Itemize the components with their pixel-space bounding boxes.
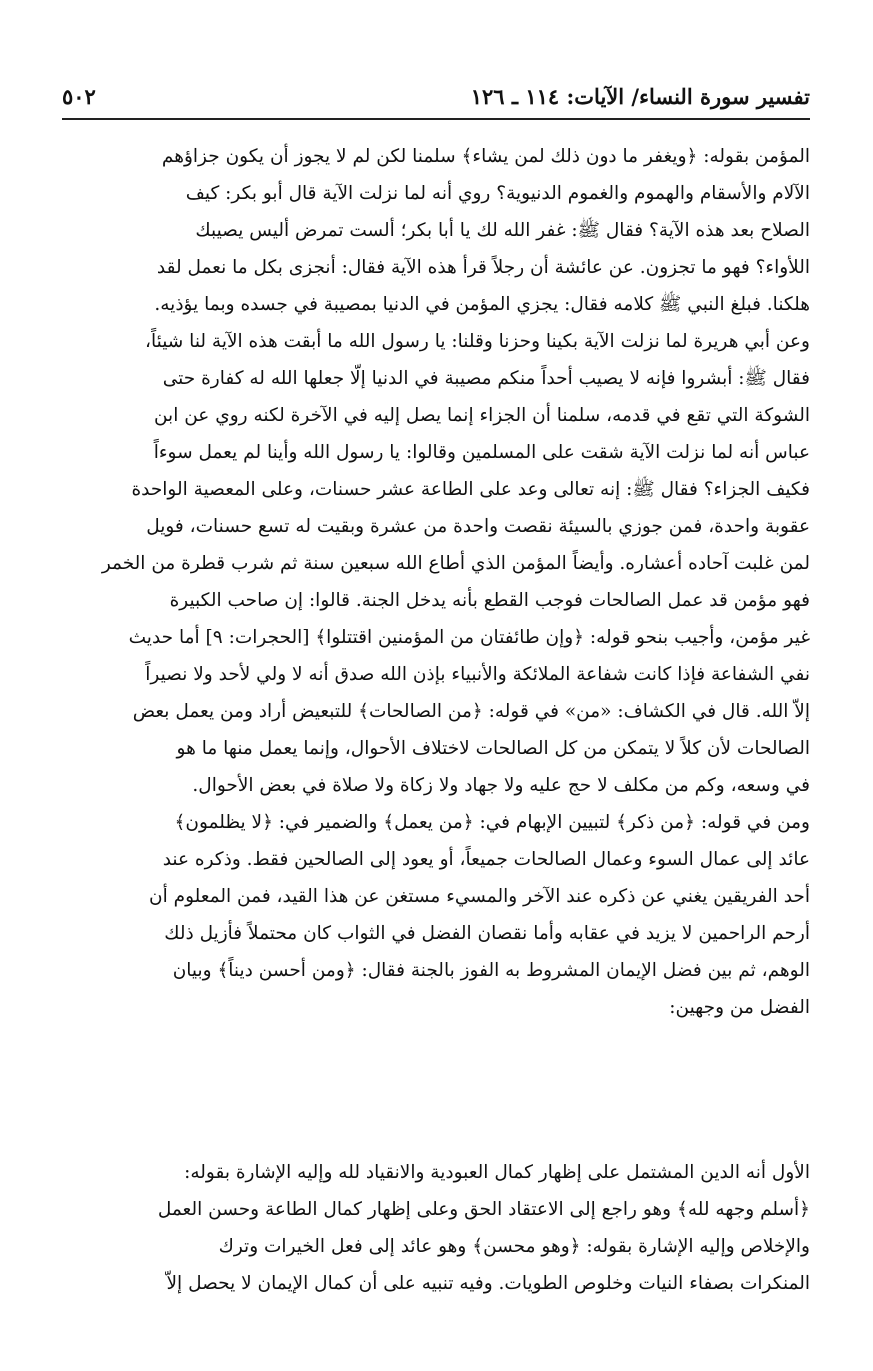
text-line: الصالحات لأن كلاً لا يتمكن من كل الصالحات لاختلاف الأحوال، وإنما يعمل منها ما هو <box>176 738 810 759</box>
text-line: في وسعه، وكم من مكلف لا حج عليه ولا جهاد ولا زكاة ولا صلاة في بعض الأحوال. <box>192 775 810 796</box>
page-number: ٥٠٢ <box>62 84 96 109</box>
text-line: الأول أنه الدين المشتمل على إظهار كمال العبودية والانقياد لله وإليه الإشارة بقوله: <box>184 1162 810 1183</box>
text-line: لمن غلبت آحاده أعشاره. وأيضاً المؤمن الذي أطاع الله سبعين سنة ثم شرب قطرة من الخمر <box>101 553 810 574</box>
text-line: عقوبة واحدة، فمن جوزي بالسيئة نقصت واحدة من عشرة وبقيت له تسع حسنات، فويل <box>146 516 810 537</box>
text-line: وعن أبي هريرة لما نزلت الآية بكينا وحزنا وقلنا: يا رسول الله ما أبقت هذه الآية لنا شيئاً، <box>145 331 810 352</box>
text-line: إلاّ الله. قال في الكشاف: «من» في قوله: ﴿من الصالحات﴾ للتبعيض أراد ومن يعمل بعض <box>132 701 810 722</box>
commentary-text-block-2 <box>62 1154 810 1302</box>
text-line: ومن في قوله: ﴿من ذكر﴾ لتبيين الإبهام في: ﴿من يعمل﴾ والضمير في: ﴿لا يظلمون﴾ <box>174 812 810 833</box>
text-line: ﴿أسلم وجهه لله﴾ وهو راجع إلى الاعتقاد الحق وعلى إظهار كمال الطاعة وحسن العمل <box>157 1199 810 1220</box>
text-line: والإخلاص وإليه الإشارة بقوله: ﴿وهو محسن﴾ وهو عائد إلى فعل الخيرات وترك <box>218 1236 810 1257</box>
text-line: المنكرات بصفاء النيات وخلوص الطويات. وفيه تنبيه على أن كمال الإيمان لا يحصل إلاّ <box>166 1273 810 1294</box>
header-divider <box>62 118 810 120</box>
text-line: المؤمن بقوله: ﴿ويغفر ما دون ذلك لمن يشاء﴾ سلمنا لكن لم لا يجوز أن يكون جزاؤهم <box>161 146 810 167</box>
text-line: فقال ﷺ: أبشروا فإنه لا يصيب أحداً منكم مصيبة في الدنيا إلّا جعلها الله له كفارة حتى <box>162 368 810 389</box>
text-line: الشوكة التي تقع في قدمه، سلمنا أن الجزاء إنما يصل إليه في الآخرة لكنه روي عن ابن <box>153 405 810 426</box>
text-line: نفي الشفاعة فإذا كانت شفاعة الملائكة والأنبياء بإذن الله صدق أنه لا ولي لأحد ولا نصيراً <box>145 664 810 685</box>
running-title: تفسير سورة النساء/ الآيات: ١١٤ ـ ١٢٦ <box>470 84 810 109</box>
text-line: هلكنا. فبلغ النبي ﷺ كلامه فقال: يجزي المؤمن في الدنيا بمصيبة في جسده وبما يؤذيه. <box>154 294 810 315</box>
text-line: الآلام والأسقام والهموم والغموم الدنيوية؟ روي أنه لما نزلت الآية قال أبو بكر: كيف <box>185 183 810 204</box>
text-line: غير مؤمن، وأجيب بنحو قوله: ﴿وإن طائفتان من المؤمنين اقتتلوا﴾ [الحجرات: ٩] أما حديث <box>128 627 810 648</box>
text-line: الصلاح بعد هذه الآية؟ فقال ﷺ: غفر الله لك يا أبا بكر؛ ألست تمرض أليس يصيبك <box>195 220 810 241</box>
text-line: عائد إلى عمال السوء وعمال الصالحات جميعاً، أو يعود إلى الصالحين فقط. وذكره عند <box>162 849 810 870</box>
text-line: فهو مؤمن قد عمل الصالحات فوجب القطع بأنه يدخل الجنة. قالوا: إن صاحب الكبيرة <box>169 590 810 611</box>
text-line: الوهم، ثم بين فضل الإيمان المشروط به الفوز بالجنة فقال: ﴿ومن أحسن ديناً﴾ وبيان <box>172 960 810 981</box>
commentary-text-block-1 <box>62 138 810 1026</box>
text-line: فكيف الجزاء؟ فقال ﷺ: إنه تعالى وعد على الطاعة عشر حسنات، وعلى المعصية الواحدة <box>131 479 810 500</box>
text-line: الفضل من وجهين: <box>669 997 810 1018</box>
text-line: أرحم الراحمين لا يزيد في عقابه وأما نقصان الفضل في الثواب كان محتملاً فأزيل ذلك <box>164 923 810 944</box>
text-line: عباس أنه لما نزلت الآية شقت على المسلمين وقالوا: يا رسول الله وأينا لم يعمل سوءاً <box>153 442 810 463</box>
text-line: أحد الفريقين يغني عن ذكره عند الآخر والمسيء مستغن عن هذا القيد، فمن المعلوم أن <box>149 886 810 907</box>
text-line: اللأواء؟ فهو ما تجزون. عن عائشة أن رجلاً قرأ هذه الآية فقال: أنجزى بكل ما نعمل لقد <box>156 257 810 278</box>
page-header <box>62 80 810 116</box>
